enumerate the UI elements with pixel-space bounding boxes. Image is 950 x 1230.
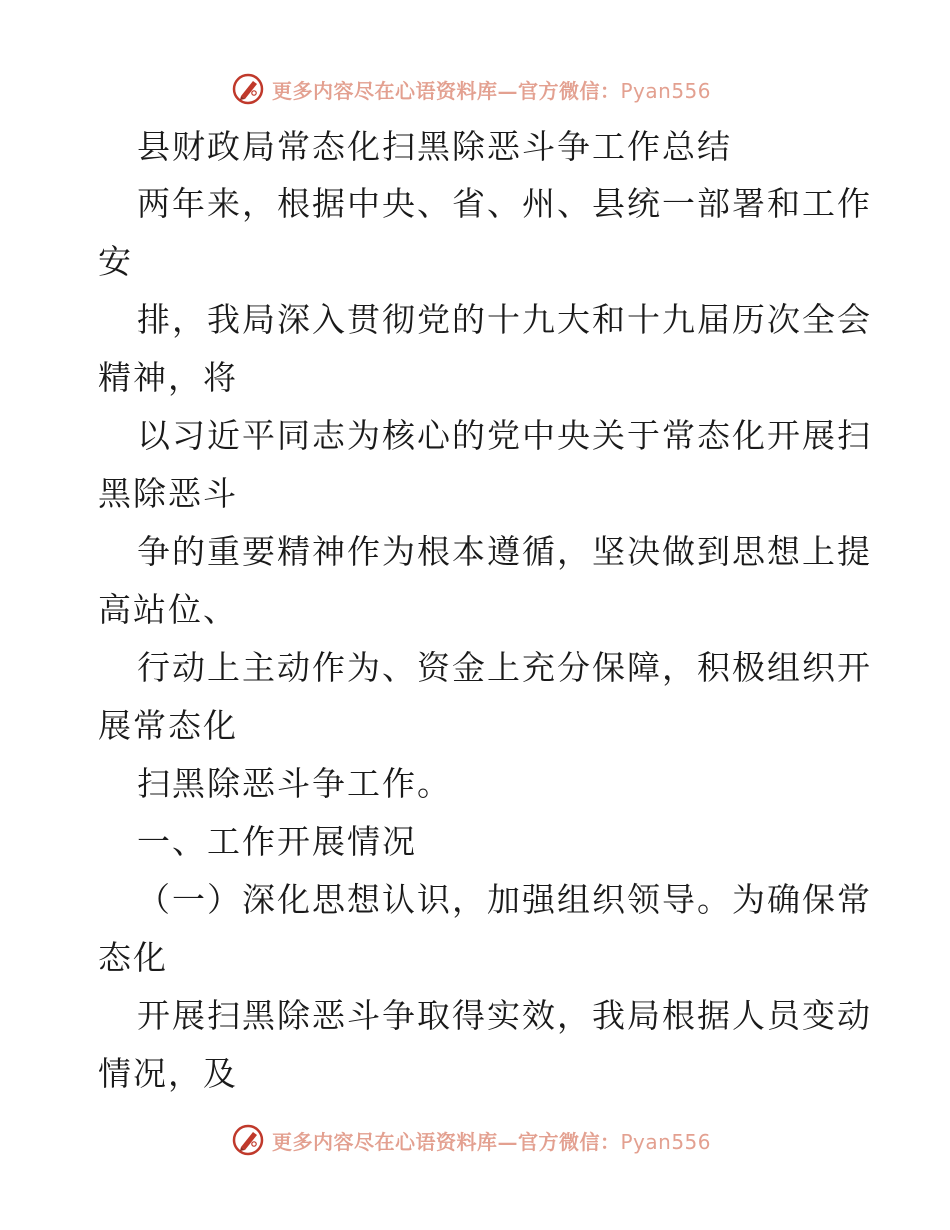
paragraph-line: 安 <box>98 242 133 281</box>
paragraph-line: （一）深化思想认识，加强组织领导。为确保常 <box>137 880 872 919</box>
wechat-id: Pyan556 <box>620 78 712 103</box>
paragraph-line: 两年来，根据中央、省、州、县统一部署和工作 <box>137 184 872 223</box>
banner-text: 更多内容尽在心语资料库—官方微信：Pyan556 <box>272 1129 712 1154</box>
footer-banner <box>232 1122 711 1158</box>
paragraph-line: 黑除恶斗 <box>98 474 238 513</box>
paragraph-line: 展常态化 <box>98 706 238 745</box>
paragraph-line: 精神，将 <box>98 358 238 397</box>
document-title: 县财政局常态化扫黑除恶斗争工作总结 <box>137 127 732 166</box>
banner-text: 更多内容尽在心语资料库—官方微信：Pyan556 <box>272 78 712 103</box>
paragraph-line: 高站位、 <box>98 590 238 629</box>
paragraph-line: 争的重要精神作为根本遵循，坚决做到思想上提 <box>137 532 872 571</box>
paragraph-line: 排，我局深入贯彻党的十九大和十九届历次全会 <box>137 300 872 339</box>
pen-logo-icon <box>232 73 264 105</box>
pen-logo-icon <box>232 1124 264 1156</box>
paragraph-line: 以习近平同志为核心的党中央关于常态化开展扫 <box>137 416 872 455</box>
wechat-id: Pyan556 <box>620 1129 712 1154</box>
paragraph-line: 态化 <box>98 938 168 977</box>
paragraph-line: 情况，及 <box>98 1054 238 1093</box>
header-banner <box>232 71 711 107</box>
paragraph-line: 扫黑除恶斗争工作。 <box>137 764 452 803</box>
paragraph-line: 行动上主动作为、资金上充分保障，积极组织开 <box>137 648 872 687</box>
section-heading: 一、工作开展情况 <box>137 822 417 861</box>
paragraph-line: 开展扫黑除恶斗争取得实效，我局根据人员变动 <box>137 996 872 1035</box>
